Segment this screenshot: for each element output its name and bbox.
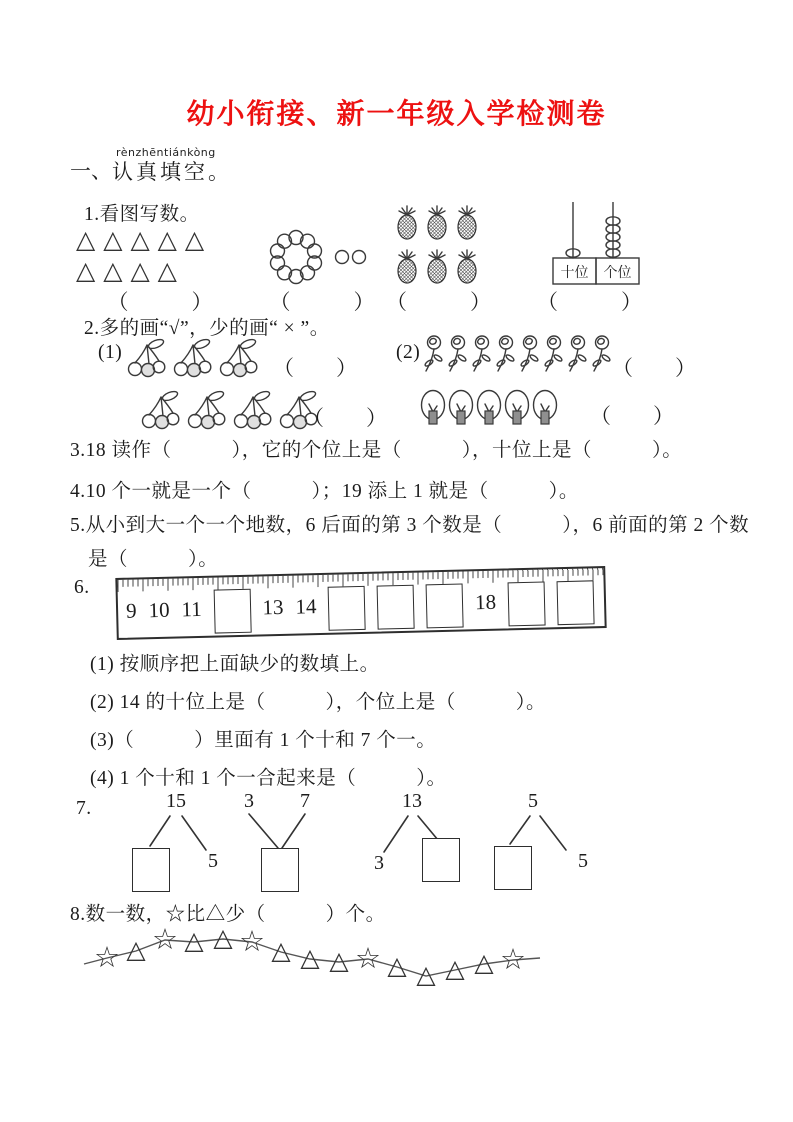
- abacus-figure: [540, 202, 652, 288]
- q3-text: 3.18 读作（ ），它的个位上是（ ），十位上是（ ）。: [70, 440, 683, 461]
- triangle-glyph: △: [474, 948, 494, 977]
- answer-blank: （ ）: [590, 404, 674, 428]
- bond-right-value: 5: [578, 850, 588, 872]
- answer-blank: （ ）: [537, 290, 642, 314]
- bond-answer-box: [422, 838, 460, 882]
- star-glyph: ☆: [239, 924, 265, 958]
- rose-row: [422, 334, 617, 376]
- q2-label: 2.多的画“√”，少的画“ × ”。: [84, 318, 330, 339]
- number-bond-1: [118, 790, 230, 892]
- star-glyph: ☆: [94, 940, 120, 974]
- triangle-glyph: △: [213, 923, 233, 952]
- answer-blank: （ ）: [107, 290, 213, 314]
- cherry-row-top: [124, 338, 264, 382]
- bond-answer-box: [261, 848, 299, 892]
- cherry-row-bottom: [138, 390, 324, 434]
- star-glyph: ☆: [500, 942, 526, 976]
- number-bond-3: [366, 790, 478, 892]
- triangle-glyph: △: [445, 954, 465, 983]
- ruler-missing-box: [377, 585, 415, 630]
- q8-text: 8.数一数，☆比△少（ ）个。: [70, 904, 386, 925]
- triangle-glyph: △: [300, 943, 320, 972]
- ruler-number: 14: [295, 594, 317, 619]
- triangle-glyph: △: [387, 951, 407, 980]
- ruler-number: 9: [125, 598, 137, 623]
- circle-ring-figure: [260, 226, 378, 288]
- pineapple-group-figure: [394, 205, 484, 287]
- triangle-glyph: △: [126, 935, 146, 964]
- q4-text: 4.10 个一就是一个（ ）；19 添上 1 就是（ ）。: [70, 481, 579, 502]
- bond-answer-box: [132, 848, 170, 892]
- bond-top-value: 15: [166, 790, 186, 812]
- ruler-missing-box: [556, 580, 594, 625]
- ruler-missing-box: [426, 584, 464, 629]
- bond-top-value: 5: [528, 790, 538, 812]
- q1-label: 1.看图写数。: [84, 204, 200, 225]
- triangle-glyph: △: [184, 926, 204, 955]
- ruler-number: 11: [181, 596, 202, 622]
- answer-blank: （ ）: [386, 290, 491, 314]
- number-bond-4: [488, 790, 600, 892]
- section-number: 一、: [70, 159, 112, 183]
- q7-label: 7.: [76, 798, 92, 819]
- section-heading-text: 认真填空。: [112, 160, 232, 184]
- answer-blank: （ ）: [273, 356, 357, 380]
- q6-label: 6.: [74, 577, 90, 598]
- ones-place-label: 个位: [603, 266, 632, 281]
- q6-item-4: (4) 1 个十和 1 个一合起来是（ ）。: [90, 768, 447, 789]
- pineapple-row: [394, 205, 484, 243]
- bond-left-value: 3: [374, 852, 384, 874]
- star-glyph: ☆: [152, 922, 178, 956]
- ruler-missing-box: [213, 589, 251, 634]
- tens-place-label: 十位: [560, 266, 589, 281]
- q5-text-line2: 是（ ）。: [88, 549, 219, 570]
- triangle-row: △△△△: [76, 256, 185, 285]
- bulb-row: [418, 388, 558, 434]
- q6-item-2: (2) 14 的十位上是（ ），个位上是（ ）。: [90, 692, 546, 713]
- number-bond-2: [232, 790, 344, 892]
- triangle-group-figure: [76, 224, 212, 286]
- answer-blank: （ ）: [303, 406, 387, 430]
- ruler-cells: [117, 568, 604, 636]
- triangle-glyph: △: [271, 936, 291, 965]
- q5-text-line1: 5.从小到大一个一个地数，6 后面的第 3 个数是（ ），6 前面的第 2 个数: [70, 515, 750, 536]
- bond-answer-box: [494, 846, 532, 890]
- wave-figure: [92, 920, 592, 1010]
- pineapple-row: [394, 249, 484, 287]
- ruler-missing-box: [507, 582, 545, 627]
- pinyin-annotation: rènzhēntiánkòng: [116, 146, 216, 159]
- answer-blank: （ ）: [269, 290, 375, 314]
- ruler-number: 10: [148, 597, 170, 623]
- bond-top-right-value: 7: [300, 790, 310, 812]
- ruler-number: 13: [262, 594, 284, 620]
- ruler-number: 18: [474, 589, 497, 615]
- ruler-missing-box: [328, 586, 366, 631]
- triangle-glyph: △: [329, 946, 349, 975]
- answer-blank: （ ）: [612, 356, 696, 380]
- ruler-figure: [115, 566, 606, 640]
- section-heading: [70, 146, 232, 185]
- q6-item-1: (1) 按顺序把上面缺少的数填上。: [90, 654, 380, 675]
- triangle-row: △△△△△: [76, 225, 213, 254]
- bond-right-value: 5: [208, 850, 218, 872]
- bond-top-value: 13: [402, 790, 422, 812]
- q6-item-3: (3)（ ）里面有 1 个十和 7 个一。: [90, 730, 437, 751]
- bond-top-left-value: 3: [244, 790, 254, 812]
- q2-part2-marker: (2): [396, 342, 421, 363]
- star-glyph: ☆: [355, 941, 381, 975]
- q2-part1-marker: (1): [98, 342, 123, 363]
- page-title: 幼小衔接、新一年级入学检测卷: [186, 98, 607, 129]
- triangle-glyph: △: [416, 960, 436, 989]
